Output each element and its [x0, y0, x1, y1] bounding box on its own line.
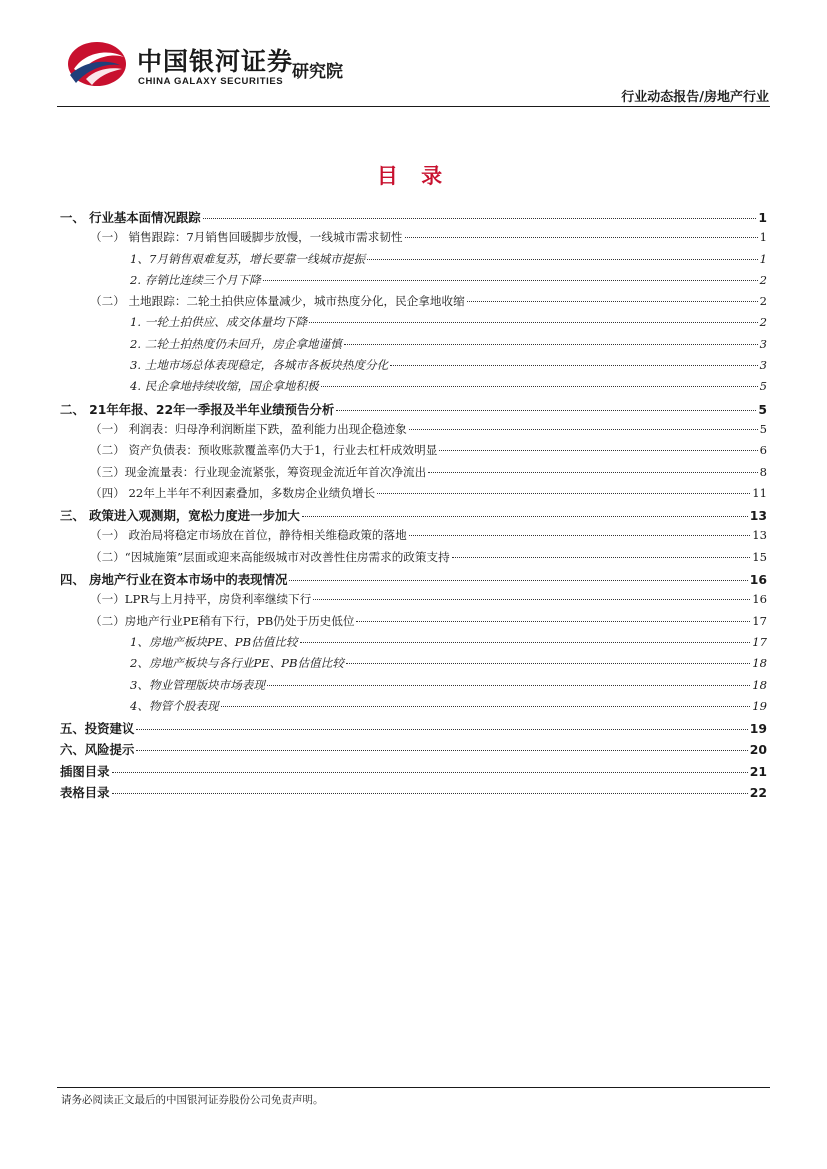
toc-entry-label: 3. 土地市场总体表现稳定，各城市各板块热度分化 — [130, 358, 389, 373]
toc-entry-level2[interactable] — [60, 613, 767, 634]
toc-entry-level1[interactable] — [60, 506, 767, 527]
dot-leader — [405, 236, 758, 238]
toc-entry-label: （二） 资产负债表：预收账款覆盖率仍大于1，行业去杠杆成效明显 — [90, 443, 438, 458]
toc-entry-level3[interactable] — [60, 314, 767, 335]
header-divider — [57, 106, 770, 107]
toc-entry-page-number: 19 — [749, 721, 767, 737]
page-header — [0, 0, 827, 110]
toc-entry-page-number: 5 — [759, 421, 767, 436]
dot-leader — [377, 492, 750, 494]
dot-leader — [321, 385, 758, 387]
toc-entry-level1[interactable] — [60, 719, 767, 740]
toc-entry-page-number: 16 — [749, 572, 767, 588]
toc-entry-level1[interactable] — [60, 740, 767, 761]
toc-entry-page-number: 1 — [758, 210, 767, 225]
toc-entry-page-number: 3 — [759, 358, 767, 373]
dot-leader — [467, 300, 758, 302]
galaxy-logo-icon — [66, 39, 128, 89]
toc-entry-level3[interactable] — [60, 357, 767, 378]
toc-entry-page-number: 18 — [752, 656, 767, 671]
footer-divider — [57, 1087, 770, 1088]
toc-entry-page-number: 13 — [749, 508, 767, 524]
toc-entry-level3[interactable] — [60, 378, 767, 399]
toc-entry-label: （一） 政治局将稳定市场放在首位，静待相关维稳政策的落地 — [90, 528, 407, 543]
dot-leader — [344, 343, 758, 345]
toc-entry-level2[interactable] — [60, 527, 767, 548]
toc-entry-level3[interactable] — [60, 655, 767, 676]
dot-leader — [136, 728, 747, 730]
toc-entry-label: 二、 21年年报、22年一季报及半年业绩预告分析 — [60, 401, 335, 417]
dot-leader — [356, 620, 750, 622]
toc-entry-page-number: 15 — [752, 549, 767, 564]
toc-title: 目 录 — [376, 164, 451, 188]
toc-entry-page-number: 21 — [749, 763, 767, 779]
toc-entry-level2[interactable] — [60, 442, 767, 463]
toc-entry-level2[interactable] — [60, 549, 767, 570]
toc-entry-label: 五、投资建议 — [60, 721, 135, 737]
toc-entry-level1[interactable] — [60, 783, 767, 804]
dot-leader — [367, 258, 758, 260]
dot-leader — [302, 515, 748, 517]
toc-entry-label: （二） 土地跟踪：二轮土拍供应体量减少，城市热度分化，民企拿地收缩 — [90, 294, 465, 309]
report-type-label: 行业动态报告/房地产行业 — [621, 90, 769, 105]
toc-entry-label: 4、物管个股表现 — [130, 698, 219, 713]
toc-entry-label: 1. 一轮土拍供应、成交体量均下降 — [130, 315, 308, 330]
toc-entry-page-number: 5 — [758, 401, 767, 417]
logo-chinese-name: 中国银河证券 — [137, 47, 294, 76]
toc-entry-level2[interactable] — [60, 229, 767, 250]
toc-entry-label: 1、房地产板块PE、PB估值比较 — [130, 634, 298, 649]
dot-leader — [336, 409, 756, 411]
toc-entry-level1[interactable] — [60, 570, 767, 591]
toc-entry-label: 2. 二轮土拍热度仍未回升，房企拿地谨慎 — [130, 336, 342, 351]
toc-entry-page-number: 3 — [759, 336, 767, 351]
toc-entry-level1[interactable] — [60, 400, 767, 421]
toc-entry-page-number: 17 — [752, 613, 767, 628]
footer-disclaimer: 请务必阅读正文最后的中国银河证券股份公司免责声明。 — [61, 1094, 324, 1106]
toc-entry-level3[interactable] — [60, 336, 767, 357]
toc-entry-page-number: 1 — [759, 251, 767, 266]
toc-entry-page-number: 22 — [749, 785, 767, 801]
toc-entry-label: 三、 政策进入观测期，宽松力度进一步加大 — [60, 508, 300, 524]
dot-leader — [313, 598, 750, 600]
table-of-contents — [60, 208, 767, 804]
toc-entry-page-number: 19 — [752, 698, 767, 713]
dot-leader — [309, 321, 758, 323]
toc-entry-level3[interactable] — [60, 677, 767, 698]
toc-entry-level3[interactable] — [60, 634, 767, 655]
toc-entry-label: 2、房地产板块与各行业PE、PB估值比较 — [130, 656, 344, 671]
toc-entry-level2[interactable] — [60, 485, 767, 506]
dot-leader — [346, 662, 750, 664]
toc-entry-level2[interactable] — [60, 421, 767, 442]
dot-leader — [439, 449, 757, 451]
toc-entry-label: （一）LPR与上月持平，房贷利率继续下行 — [90, 592, 312, 607]
toc-entry-label: 一、 行业基本面情况跟踪 — [60, 210, 201, 225]
toc-entry-label: 3、物业管理版块市场表现 — [130, 677, 265, 692]
toc-entry-level2[interactable] — [60, 591, 767, 612]
dot-leader — [136, 749, 747, 751]
toc-entry-label: 2. 存销比连续三个月下降 — [130, 272, 261, 287]
dot-leader — [300, 641, 751, 643]
dot-leader — [221, 705, 751, 707]
toc-entry-page-number: 11 — [752, 485, 767, 500]
dot-leader — [428, 471, 757, 473]
toc-entry-page-number: 1 — [759, 230, 767, 245]
toc-entry-page-number: 5 — [759, 379, 767, 394]
toc-entry-level3[interactable] — [60, 698, 767, 719]
dot-leader — [390, 364, 757, 366]
toc-entry-page-number: 18 — [752, 677, 767, 692]
toc-entry-label: 1、7月销售艰难复苏，增长要靠一线城市提振 — [130, 251, 366, 266]
toc-entry-label: （四） 22年上半年不利因素叠加，多数房企业绩负增长 — [90, 485, 376, 500]
toc-entry-label: 4. 民企拿地持续收缩，国企拿地积极 — [130, 379, 319, 394]
toc-entry-page-number: 13 — [752, 528, 767, 543]
toc-entry-page-number: 16 — [752, 592, 767, 607]
toc-entry-label: 六、风险提示 — [60, 742, 135, 758]
toc-entry-label: 表格目录 — [60, 785, 110, 801]
dot-leader — [289, 579, 747, 581]
institute-label: 研究院 — [292, 62, 343, 82]
dot-leader — [112, 771, 748, 773]
toc-entry-level1[interactable] — [60, 762, 767, 783]
toc-entry-level3[interactable] — [60, 251, 767, 272]
toc-entry-level2[interactable] — [60, 464, 767, 485]
dot-leader — [267, 684, 750, 686]
toc-entry-level1[interactable] — [60, 208, 767, 229]
toc-entry-label: 四、 房地产行业在资本市场中的表现情况 — [60, 572, 288, 588]
toc-entry-label: （一） 销售跟踪：7月销售回暖脚步放慢，一线城市需求韧性 — [90, 230, 403, 245]
dot-leader — [452, 556, 751, 558]
dot-leader — [203, 217, 757, 219]
toc-entry-label: （三）现金流量表：行业现金流紧张，筹资现金流近年首次净流出 — [90, 464, 427, 479]
toc-entry-label: 插图目录 — [60, 763, 110, 779]
toc-entry-page-number: 2 — [759, 272, 767, 287]
toc-entry-label: （二）房地产行业PE稍有下行，PB仍处于历史低位 — [90, 613, 355, 628]
toc-entry-page-number: 6 — [759, 443, 767, 458]
toc-entry-page-number: 2 — [759, 315, 767, 330]
toc-entry-label: （二）“因城施策”层面或迎来高能级城市对改善性住房需求的政策支持 — [90, 549, 450, 564]
toc-entry-page-number: 20 — [749, 742, 767, 758]
logo-english-name: CHINA GALAXY SECURITIES — [138, 76, 284, 87]
dot-leader — [112, 792, 748, 794]
toc-entry-level3[interactable] — [60, 272, 767, 293]
toc-entry-page-number: 8 — [759, 464, 767, 479]
dot-leader — [409, 534, 751, 536]
dot-leader — [263, 279, 758, 281]
dot-leader — [409, 428, 758, 430]
toc-entry-level2[interactable] — [60, 293, 767, 314]
toc-entry-page-number: 2 — [759, 294, 767, 309]
toc-entry-page-number: 17 — [752, 634, 767, 649]
toc-entry-label: （一） 利润表：归母净利润断崖下跌，盈利能力出现企稳迹象 — [90, 421, 407, 436]
